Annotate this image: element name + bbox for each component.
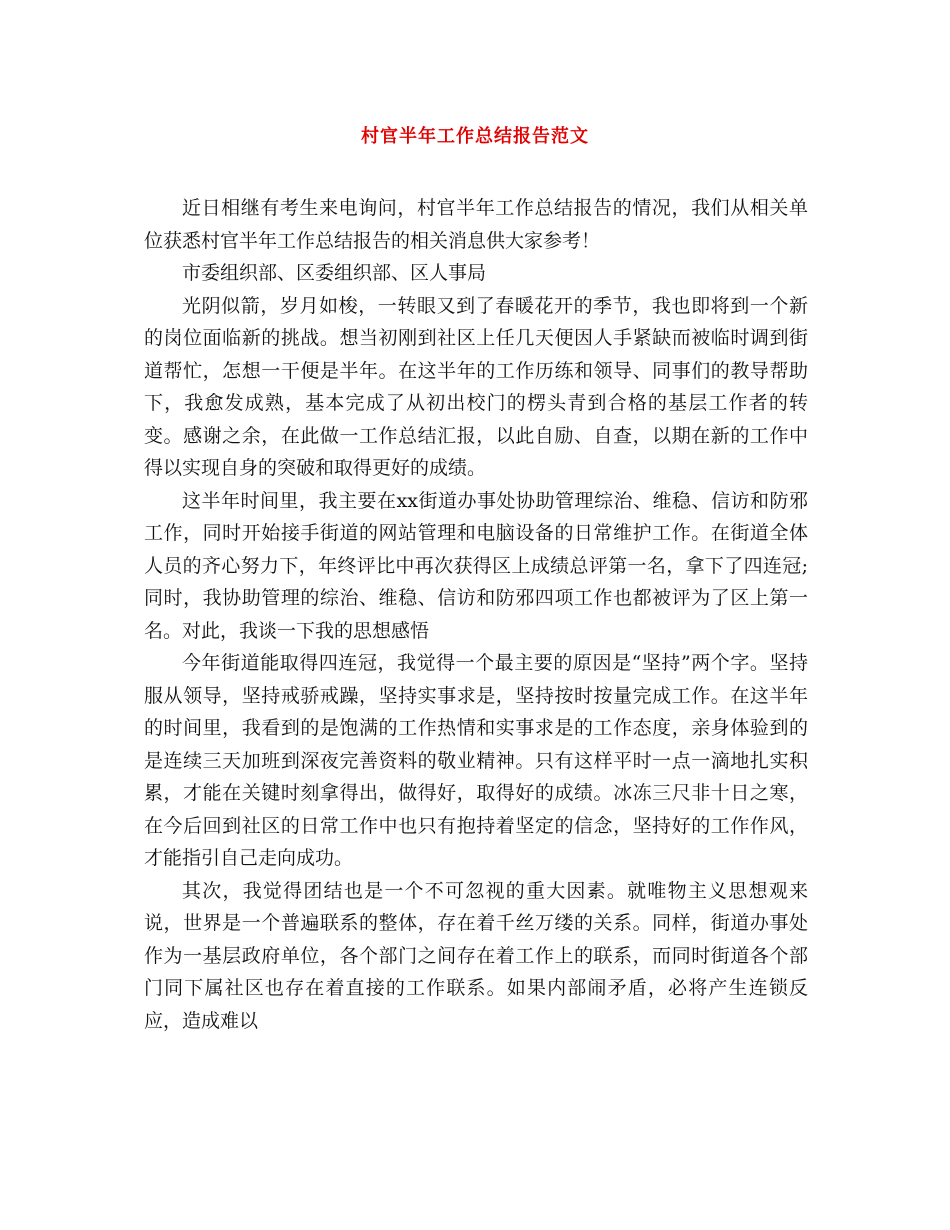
paragraph-opening: 光阴似箭，岁月如梭，一转眼又到了春暖花开的季节，我也即将到一个新的岗位面临新的挑战。想当初刚到社区上任几天便因人手紧缺而被临时调到街道帮忙，怎想一干便是半年。在这半年的工作历练和领导、同事们的教导帮助下，我愈发成熟，基本完成了从初出校门的楞头青到合格的基层工作者的转变。感谢之余，在此做一工作总结汇报，以此自励、自查，以期在新的工作中得以实现自身的突破和取得更好的成绩。 [144,294,808,479]
paragraph-persistence: 今年街道能取得四连冠，我觉得一个最主要的原因是“坚持”两个字。坚持服从领导，坚持戒骄戒躁，坚持实事求是，坚持按时按量完成工作。在这半年的时间里，我看到的是饱满的工作热情和实事求是的工作态度，亲身体验到的是连续三天加班到深夜完善资料的敬业精神。只有这样平时一点一滴地扎实积累，才能在关键时刻拿得出，做得好，取得好的成绩。冰冻三尺非十日之寒，在今后回到社区的日常工作中也只有抱持着坚定的信念，坚持好的工作作风，才能指引自己走向成功。 [144,652,808,869]
paragraph-source: 市委组织部、区委组织部、区人事局 [182,262,487,284]
paragraph-work-summary: 这半年时间里，我主要在xx街道办事处协助管理综治、维稳、信访和防邪工作，同时开始接手街道的网站管理和电脑设备的日常维护工作。在街道全体人员的齐心努力下，年终评比中再次获得区上成绩总评第一名，拿下了四连冠;同时，我协助管理的综治、维稳、信访和防邪四项工作也都被评为了区上第一名。对此，我谈一下我的思想感悟 [144,489,808,642]
document-title: 村官半年工作总结报告范文 [361,126,589,147]
paragraph-intro: 近日相继有考生来电询问，村官半年工作总结报告的情况，我们从相关单位获悉村官半年工作总结报告的相关消息供大家参考！ [144,197,808,252]
paragraph-unity: 其次，我觉得团结也是一个不可忽视的重大因素。就唯物主义思想观来说，世界是一个普遍联系的整体，存在着千丝万缕的关系。同样，街道办事处作为一基层政府单位，各个部门之间存在着工作上的联系，而同时街道各个部门同下属社区也存在着直接的工作联系。如果内部闹矛盾，必将产生连锁反应，造成难以 [144,879,808,1032]
document-body [144,192,808,1037]
